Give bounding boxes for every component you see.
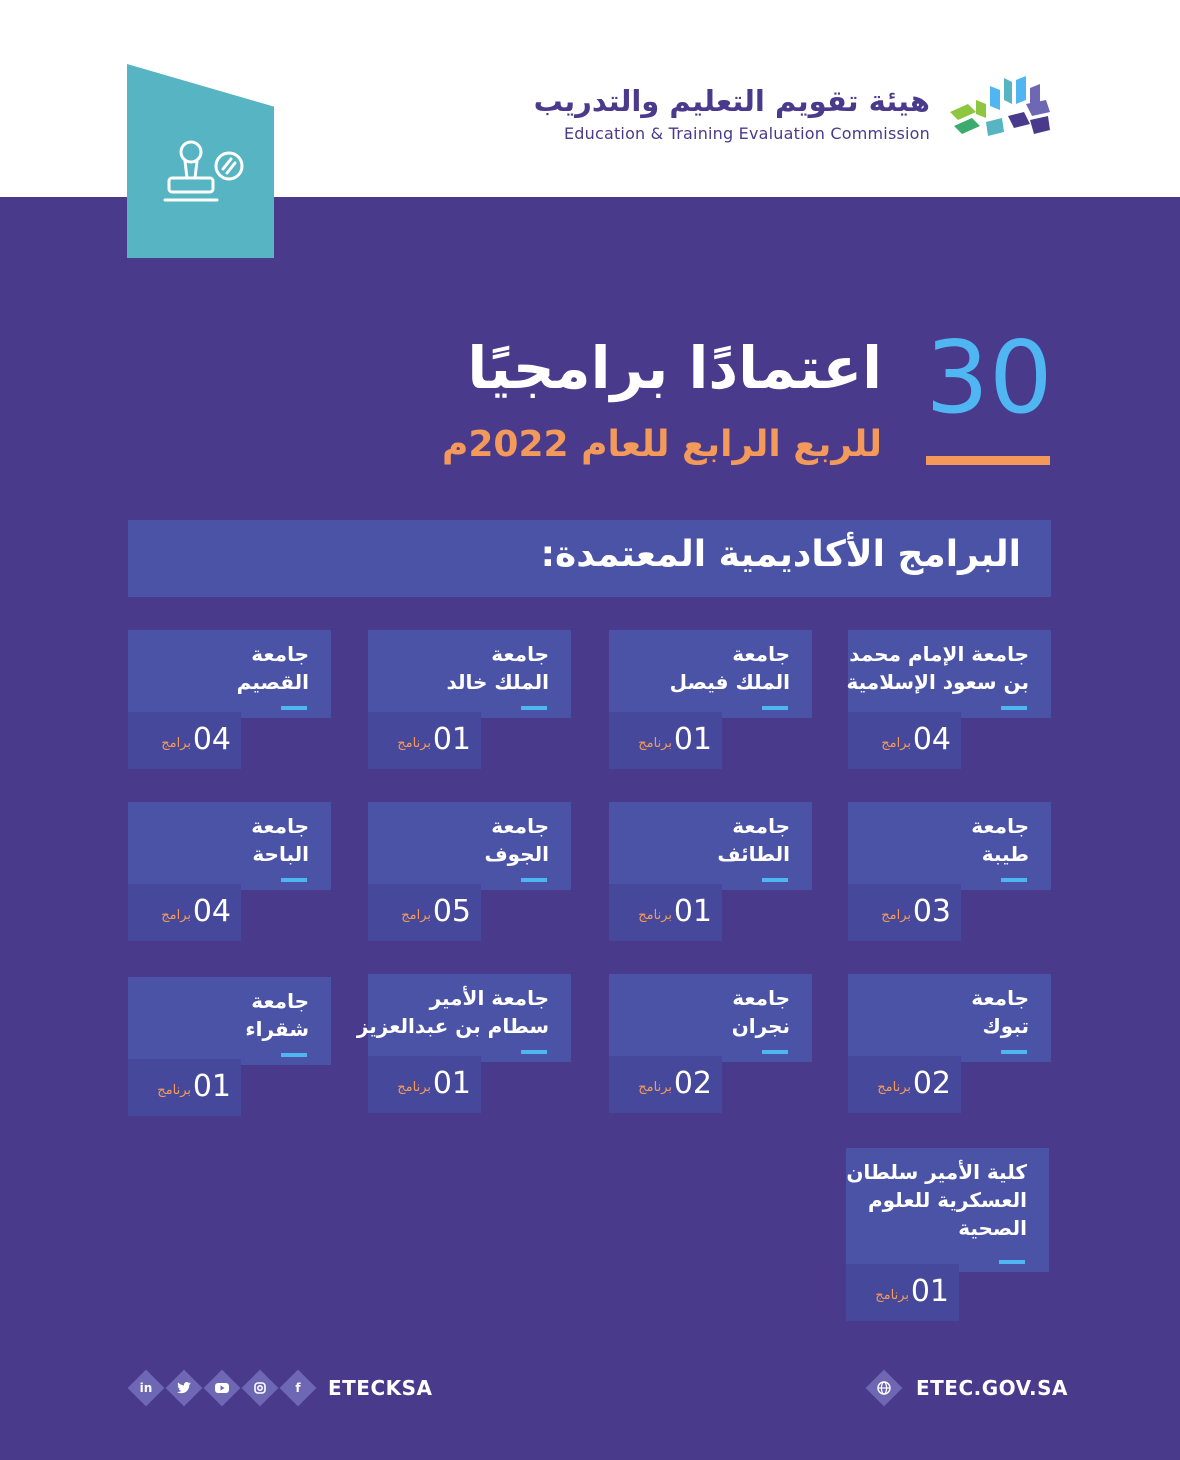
name-underline [762,878,788,882]
name-underline [762,1050,788,1054]
program-unit: برامج [161,736,191,751]
university-name-box [846,1148,1049,1272]
social-handle[interactable]: ETECKSA [328,1376,433,1400]
university-card [609,802,812,943]
university-card [128,977,331,1118]
university-card [368,802,571,943]
linkedin-icon[interactable]: in [128,1370,164,1406]
program-count: 03 [912,894,951,929]
university-name: جامعة القصيم [236,642,309,694]
name-underline [521,1050,547,1054]
program-unit: برنامج [397,1080,431,1095]
program-unit: برنامج [638,908,672,923]
program-count: 01 [910,1274,949,1309]
social-links [128,1370,433,1406]
program-count: 04 [912,722,951,757]
university-card [609,974,812,1115]
program-count-box [368,1056,481,1113]
program-unit: برنامج [638,1080,672,1095]
program-count: 01 [192,1069,231,1104]
university-name: جامعة تبوك [971,986,1029,1038]
university-card [128,630,331,771]
program-count: 01 [432,1066,471,1101]
university-name: جامعة الجوف [484,814,549,866]
university-card [846,1148,1049,1324]
university-card [609,630,812,771]
program-count: 02 [912,1066,951,1101]
university-name: جامعة نجران [731,986,790,1038]
website-url[interactable]: ETEC.GOV.SA [916,1376,1069,1400]
program-count-box [848,884,961,941]
etec-logo-icon [946,74,1052,140]
header [0,0,1180,197]
university-name: جامعة الملك خالد [446,642,549,694]
university-name-box [368,630,571,718]
program-count: 01 [673,894,712,929]
program-count-box [609,712,722,769]
university-card [848,630,1051,771]
program-count-box [128,884,241,941]
name-underline [1001,706,1027,710]
university-card [368,630,571,771]
university-name: جامعة الإمام محمد بن سعود الإسلامية [846,642,1029,694]
university-name: جامعة الباحة [251,814,309,866]
university-name-box [848,630,1051,718]
program-count-box [128,1059,241,1116]
stamp-banner [127,64,274,258]
name-underline [281,1053,307,1057]
logo-name-arabic: هيئة تقويم التعليم والتدريب [533,84,930,118]
program-unit: برامج [881,908,911,923]
university-card [848,802,1051,943]
name-underline [521,878,547,882]
university-name-box [368,802,571,890]
name-underline [762,706,788,710]
name-underline [521,706,547,710]
name-underline [281,878,307,882]
program-unit: برنامج [875,1288,909,1303]
facebook-icon[interactable]: f [280,1370,316,1406]
section-header [128,520,1051,597]
name-underline [999,1260,1025,1264]
program-count: 01 [673,722,712,757]
university-name-box [128,802,331,890]
name-underline [281,706,307,710]
twitter-icon[interactable] [166,1370,202,1406]
university-name: جامعة الأمير سطام بن عبدالعزيز [356,986,549,1038]
university-name: جامعة الطائف [717,814,790,866]
instagram-icon[interactable] [242,1370,278,1406]
program-unit: برامج [881,736,911,751]
program-count-box [368,712,481,769]
logo-name-english: Education & Training Evaluation Commission [563,124,930,143]
program-count: 05 [432,894,471,929]
headline-title: اعتمادًا برامجيًا [467,334,882,402]
program-count-box [368,884,481,941]
university-name-box [356,974,571,1062]
program-count-box [846,1264,959,1321]
program-count-box [609,884,722,941]
university-name: جامعة طيبة [971,814,1029,866]
program-unit: برنامج [638,736,672,751]
program-unit: برنامج [397,736,431,751]
program-count: 04 [192,894,231,929]
globe-icon [866,1370,902,1406]
university-name-box [128,977,331,1065]
program-unit: برامج [161,908,191,923]
website-link[interactable] [866,1370,1068,1406]
program-count-box [609,1056,722,1113]
youtube-icon[interactable] [204,1370,240,1406]
accreditation-total: 30 [925,319,1053,436]
stamp-icon [157,136,247,222]
section-title: البرامج الأكاديمية المعتمدة: [540,534,1021,575]
name-underline [1001,878,1027,882]
headline-subtitle: للربع الرابع للعام 2022م [441,424,882,465]
university-name: جامعة شقراء [245,989,309,1041]
university-card [128,802,331,943]
program-count-box [848,712,961,769]
program-count-box [128,712,241,769]
name-underline [1001,1050,1027,1054]
program-count: 01 [432,722,471,757]
university-card [356,974,571,1115]
university-card [848,974,1051,1115]
university-name-box [609,802,812,890]
number-underline [926,456,1050,465]
university-name-box [848,802,1051,890]
program-count: 04 [192,722,231,757]
university-name-box [609,974,812,1062]
program-unit: برامج [401,908,431,923]
program-count: 02 [673,1066,712,1101]
university-name-box [609,630,812,718]
university-name-box [128,630,331,718]
program-unit: برنامج [157,1083,191,1098]
university-name: جامعة الملك فيصل [669,642,790,694]
university-name: كلية الأمير سلطان العسكرية للعلوم الصحية [846,1160,1027,1240]
program-count-box [848,1056,961,1113]
university-name-box [848,974,1051,1062]
program-unit: برنامج [877,1080,911,1095]
